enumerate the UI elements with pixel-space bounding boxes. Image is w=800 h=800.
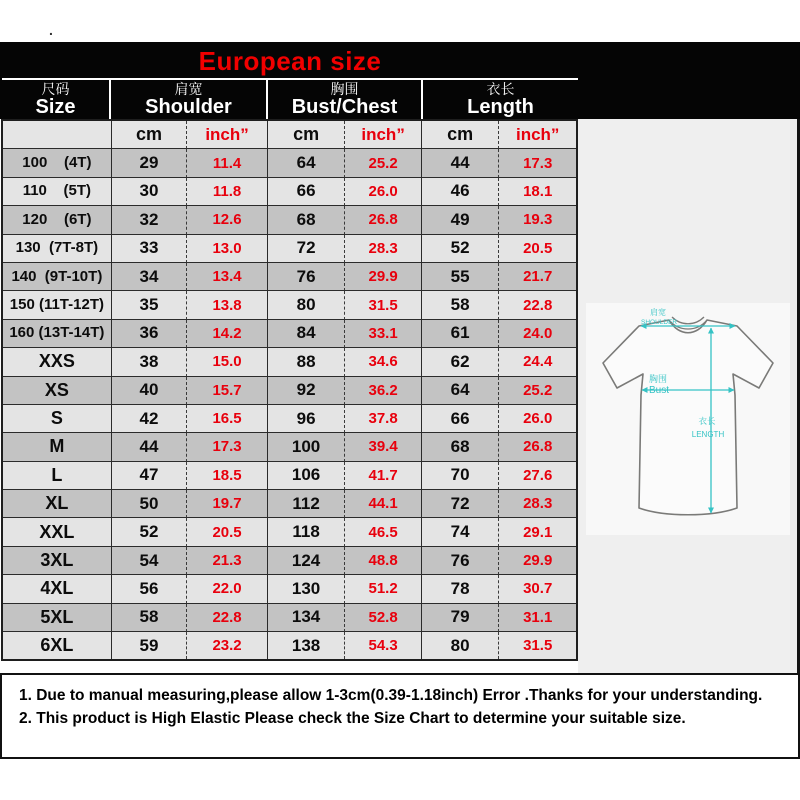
- bust-inch-cell: 54.3: [345, 632, 422, 659]
- bust-inch-cell: 37.8: [345, 405, 422, 433]
- size-header-zh: 尺码: [41, 80, 70, 97]
- length-inch-header: inch”: [499, 121, 576, 149]
- length-cm-cell: 68: [422, 433, 500, 461]
- bust-header-en: Bust/Chest: [291, 95, 398, 118]
- shoulder-inch-cell: 18.5: [187, 462, 268, 490]
- table-row: [3, 575, 576, 603]
- size-label: XL: [45, 493, 69, 514]
- length-cm-cell: 70: [422, 462, 500, 490]
- column-header-shoulder: [111, 80, 268, 119]
- notes-box: [0, 673, 800, 759]
- shoulder-inch-cell: 15.7: [187, 377, 268, 405]
- size-table-body: [3, 121, 576, 659]
- length-inch-cell: 24.4: [499, 348, 576, 376]
- size-label: 140 (9T-10T): [11, 267, 103, 285]
- size-label: 110 (5T): [22, 182, 92, 200]
- length-inch-cell: 30.7: [499, 575, 576, 603]
- table-row: [3, 377, 576, 405]
- bust-cm-cell: 118: [268, 518, 346, 546]
- tshirt-diagram-svg: [586, 303, 790, 535]
- shoulder-header-zh: 肩宽: [174, 80, 203, 97]
- size-label: XXL: [39, 521, 75, 542]
- shoulder-cm-cell: 52: [112, 518, 188, 546]
- size-label: 150 (11T-12T): [9, 296, 104, 314]
- bust-cm-cell: 138: [268, 632, 346, 659]
- length-inch-cell: 29.1: [499, 518, 576, 546]
- size-cell: [3, 575, 112, 603]
- shoulder-cm-cell: 54: [112, 547, 188, 575]
- length-inch-cell: 26.0: [499, 405, 576, 433]
- shoulder-inch-cell: 13.0: [187, 235, 268, 263]
- bust-cm-cell: 66: [268, 178, 346, 206]
- bust-inch-cell: 48.8: [345, 547, 422, 575]
- shoulder-cm-cell: 35: [112, 291, 188, 319]
- shoulder-inch-cell: 12.6: [187, 206, 268, 234]
- length-cm-cell: 76: [422, 547, 500, 575]
- shoulder-inch-cell: 21.3: [187, 547, 268, 575]
- bust-inch-cell: 51.2: [345, 575, 422, 603]
- length-label-en: LENGTH: [691, 430, 725, 439]
- bust-inch-cell: 29.9: [345, 263, 422, 291]
- length-cm-cell: 46: [422, 178, 500, 206]
- column-headers: [2, 78, 578, 119]
- size-cell: [3, 320, 112, 348]
- length-inch-cell: 22.8: [499, 291, 576, 319]
- column-header-size: [2, 80, 111, 119]
- table-row: [3, 518, 576, 546]
- unit-header-row: [3, 121, 576, 149]
- length-cm-cell: 72: [422, 490, 500, 518]
- table-row: [3, 462, 576, 490]
- shoulder-cm-cell: 38: [112, 348, 188, 376]
- size-cell: [3, 348, 112, 376]
- length-cm-cell: 80: [422, 632, 500, 659]
- bust-inch-cell: 34.6: [345, 348, 422, 376]
- length-inch-cell: 24.0: [499, 320, 576, 348]
- bust-cm-cell: 68: [268, 206, 346, 234]
- size-label: L: [51, 464, 63, 485]
- bust-cm-cell: 76: [268, 263, 346, 291]
- length-inch-cell: 21.7: [499, 263, 576, 291]
- bust-label-zh: 胸围: [649, 374, 668, 384]
- diagram-panel: [578, 119, 797, 673]
- bust-inch-cell: 46.5: [345, 518, 422, 546]
- shoulder-inch-cell: 15.0: [187, 348, 268, 376]
- size-cell: [3, 632, 112, 659]
- shoulder-cm-cell: 29: [112, 149, 188, 177]
- table-row: [3, 320, 576, 348]
- shoulder-cm-cell: 58: [112, 604, 188, 632]
- size-label: M: [49, 436, 65, 457]
- length-cm-cell: 58: [422, 291, 500, 319]
- table-row: [3, 348, 576, 376]
- bust-inch-cell: 36.2: [345, 377, 422, 405]
- shoulder-cm-cell: 59: [112, 632, 188, 659]
- bust-inch-cell: 25.2: [345, 149, 422, 177]
- bust-cm-cell: 64: [268, 149, 346, 177]
- column-header-bust: [268, 80, 423, 119]
- size-label: 5XL: [40, 606, 74, 627]
- shoulder-cm-cell: 56: [112, 575, 188, 603]
- length-cm-cell: 44: [422, 149, 500, 177]
- length-cm-header: cm: [422, 121, 500, 149]
- shoulder-cm-cell: 40: [112, 377, 188, 405]
- table-row: [3, 206, 576, 234]
- size-cell: [3, 178, 112, 206]
- shoulder-cm-cell: 30: [112, 178, 188, 206]
- length-label-zh: 衣长: [698, 416, 716, 426]
- size-cell: [3, 518, 112, 546]
- header-band: [0, 42, 800, 119]
- length-cm-cell: 49: [422, 206, 500, 234]
- shoulder-cm-cell: 50: [112, 490, 188, 518]
- size-label: 160 (13T-14T): [9, 324, 105, 342]
- size-table: [1, 119, 578, 661]
- bust-inch-cell: 26.8: [345, 206, 422, 234]
- table-row: [3, 178, 576, 206]
- size-cell: [3, 263, 112, 291]
- bust-inch-cell: 26.0: [345, 178, 422, 206]
- size-cell: [3, 433, 112, 461]
- bust-cm-cell: 100: [268, 433, 346, 461]
- shoulder-cm-header: cm: [112, 121, 188, 149]
- table-row: [3, 632, 576, 659]
- size-cell: [3, 405, 112, 433]
- bust-inch-cell: 52.8: [345, 604, 422, 632]
- length-cm-cell: 55: [422, 263, 500, 291]
- bust-inch-cell: 33.1: [345, 320, 422, 348]
- shoulder-cm-cell: 32: [112, 206, 188, 234]
- size-cell: [3, 490, 112, 518]
- size-label: XS: [44, 379, 69, 400]
- length-inch-cell: 17.3: [499, 149, 576, 177]
- shoulder-cm-cell: 42: [112, 405, 188, 433]
- bust-label-en: Bust: [649, 385, 670, 396]
- bust-cm-cell: 124: [268, 547, 346, 575]
- shoulder-inch-cell: 14.2: [187, 320, 268, 348]
- shoulder-cm-cell: 36: [112, 320, 188, 348]
- stray-dot: .: [49, 22, 53, 38]
- size-label: 100 (4T): [22, 154, 92, 172]
- shoulder-label-en: SHOULDER: [641, 319, 678, 326]
- shoulder-inch-cell: 13.4: [187, 263, 268, 291]
- bust-cm-cell: 72: [268, 235, 346, 263]
- unit-empty-cell: [3, 121, 112, 149]
- shoulder-inch-cell: 17.3: [187, 433, 268, 461]
- length-inch-cell: 20.5: [499, 235, 576, 263]
- shoulder-header-en: Shoulder: [145, 95, 232, 118]
- bust-cm-cell: 80: [268, 291, 346, 319]
- shoulder-inch-cell: 19.7: [187, 490, 268, 518]
- length-header-en: Length: [467, 95, 534, 118]
- table-row: [3, 291, 576, 319]
- note-1: 1. Due to manual measuring,please allow 1-3cm(0.39-1.18inch) Error .Thanks for your understanding.: [19, 687, 763, 704]
- table-row: [3, 235, 576, 263]
- size-cell: [3, 291, 112, 319]
- size-cell: [3, 604, 112, 632]
- table-row: [3, 405, 576, 433]
- shoulder-inch-cell: 22.0: [187, 575, 268, 603]
- shoulder-inch-cell: 16.5: [187, 405, 268, 433]
- bust-cm-cell: 106: [268, 462, 346, 490]
- length-cm-cell: 79: [422, 604, 500, 632]
- length-header-zh: 衣长: [486, 80, 515, 97]
- shoulder-cm-cell: 44: [112, 433, 188, 461]
- bust-cm-cell: 92: [268, 377, 346, 405]
- size-header-en: Size: [35, 95, 76, 118]
- bust-cm-cell: 112: [268, 490, 346, 518]
- length-inch-cell: 19.3: [499, 206, 576, 234]
- shoulder-inch-header: inch”: [187, 121, 268, 149]
- shoulder-inch-cell: 20.5: [187, 518, 268, 546]
- length-cm-cell: 62: [422, 348, 500, 376]
- size-label: XXS: [38, 351, 75, 372]
- size-cell: [3, 206, 112, 234]
- length-cm-cell: 61: [422, 320, 500, 348]
- bust-cm-cell: 130: [268, 575, 346, 603]
- length-cm-cell: 52: [422, 235, 500, 263]
- page-title: European size: [198, 46, 382, 76]
- shoulder-inch-cell: 13.8: [187, 291, 268, 319]
- length-cm-cell: 78: [422, 575, 500, 603]
- length-inch-cell: 26.8: [499, 433, 576, 461]
- length-inch-cell: 31.1: [499, 604, 576, 632]
- bust-inch-cell: 28.3: [345, 235, 422, 263]
- length-inch-cell: 31.5: [499, 632, 576, 659]
- bust-inch-header: inch”: [345, 121, 422, 149]
- size-label: 3XL: [40, 550, 74, 571]
- shoulder-cm-cell: 47: [112, 462, 188, 490]
- size-label: 130 (7T-8T): [15, 239, 99, 257]
- size-label: 6XL: [40, 635, 74, 656]
- length-inch-cell: 27.6: [499, 462, 576, 490]
- note-2: 2. This product is High Elastic Please check the Size Chart to determine your suitable size.: [19, 710, 686, 727]
- tshirt-outline: [603, 320, 773, 515]
- length-inch-cell: 29.9: [499, 547, 576, 575]
- shoulder-cm-cell: 33: [112, 235, 188, 263]
- table-row: [3, 490, 576, 518]
- length-inch-cell: 25.2: [499, 377, 576, 405]
- size-cell: [3, 235, 112, 263]
- bust-inch-cell: 44.1: [345, 490, 422, 518]
- size-cell: [3, 547, 112, 575]
- length-cm-cell: 66: [422, 405, 500, 433]
- shoulder-inch-cell: 11.8: [187, 178, 268, 206]
- size-cell: [3, 462, 112, 490]
- bust-inch-cell: 41.7: [345, 462, 422, 490]
- bust-inch-cell: 39.4: [345, 433, 422, 461]
- length-cm-cell: 74: [422, 518, 500, 546]
- length-inch-cell: 18.1: [499, 178, 576, 206]
- shoulder-inch-cell: 22.8: [187, 604, 268, 632]
- table-row: [3, 149, 576, 177]
- column-header-length: [423, 80, 578, 119]
- tshirt-diagram: [586, 303, 790, 535]
- bust-cm-cell: 84: [268, 320, 346, 348]
- size-cell: [3, 377, 112, 405]
- size-label: S: [50, 408, 63, 429]
- table-row: [3, 547, 576, 575]
- length-inch-cell: 28.3: [499, 490, 576, 518]
- bust-inch-cell: 31.5: [345, 291, 422, 319]
- table-row: [3, 433, 576, 461]
- shoulder-inch-cell: 23.2: [187, 632, 268, 659]
- bust-cm-cell: 96: [268, 405, 346, 433]
- shoulder-label-zh: 肩宽: [650, 308, 666, 317]
- shoulder-inch-cell: 11.4: [187, 149, 268, 177]
- size-label: 4XL: [40, 578, 74, 599]
- bust-cm-header: cm: [268, 121, 346, 149]
- table-row: [3, 263, 576, 291]
- shoulder-cm-cell: 34: [112, 263, 188, 291]
- bust-cm-cell: 88: [268, 348, 346, 376]
- size-label: 120 (6T): [22, 210, 92, 228]
- bust-header-zh: 胸围: [330, 80, 359, 97]
- table-row: [3, 604, 576, 632]
- size-cell: [3, 149, 112, 177]
- bust-cm-cell: 134: [268, 604, 346, 632]
- length-cm-cell: 64: [422, 377, 500, 405]
